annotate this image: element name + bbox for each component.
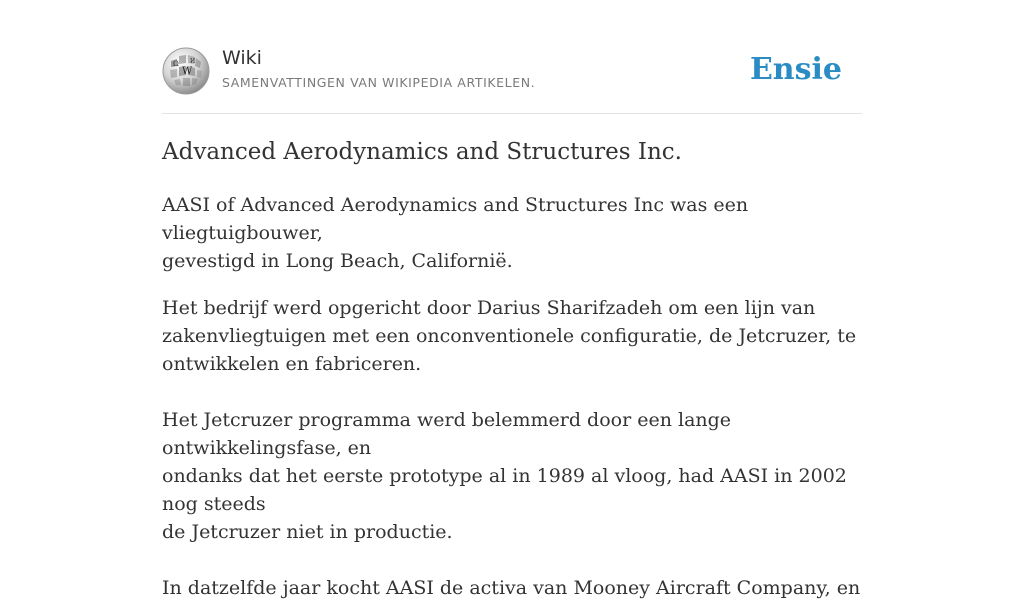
paragraph-line: gevestigd in Long Beach, Californië. (162, 250, 513, 272)
paragraph-line: In datzelfde jaar kocht AASI de activa van Mooney Aircraft Company, en (162, 577, 861, 599)
svg-text:W: W (182, 66, 193, 77)
site-subtitle: SAMENVATTINGEN VAN WIKIPEDIA ARTIKELEN. (222, 75, 536, 90)
article-paragraph (162, 191, 866, 275)
article-paragraph (162, 574, 866, 602)
header-divider (162, 113, 862, 114)
svg-text:И: И (190, 58, 196, 65)
wikipedia-globe-icon[interactable] (162, 47, 210, 95)
article-paragraph (162, 406, 866, 546)
svg-text:Ω: Ω (173, 60, 179, 68)
paragraph-line: zakenvliegtuigen met een onconventionele configuratie, de Jetcruzer, te (162, 325, 857, 347)
paragraph-line: ondanks dat het eerste prototype al in 1989 al vloog, had AASI in 2002 nog steeds (162, 465, 847, 515)
paragraph-line: de Jetcruzer niet in productie. (162, 521, 453, 543)
paragraph-line: Het Jetcruzer programma werd belemmerd door een lange ontwikkelingsfase, en (162, 409, 732, 459)
article-paragraph (162, 294, 866, 378)
site-title[interactable]: Wiki (222, 47, 262, 69)
article-title: Advanced Aerodynamics and Structures Inc. (162, 139, 682, 165)
paragraph-line: ontwikkelen en fabriceren. (162, 353, 422, 375)
brand-logo-link[interactable]: Ensie (749, 52, 842, 87)
paragraph-line: Het bedrijf werd opgericht door Darius Sharifzadeh om een lijn van (162, 297, 816, 319)
article (162, 136, 866, 602)
site-header (162, 44, 862, 114)
paragraph-line: AASI of Advanced Aerodynamics and Structures Inc was een vliegtuigbouwer, (162, 194, 749, 244)
